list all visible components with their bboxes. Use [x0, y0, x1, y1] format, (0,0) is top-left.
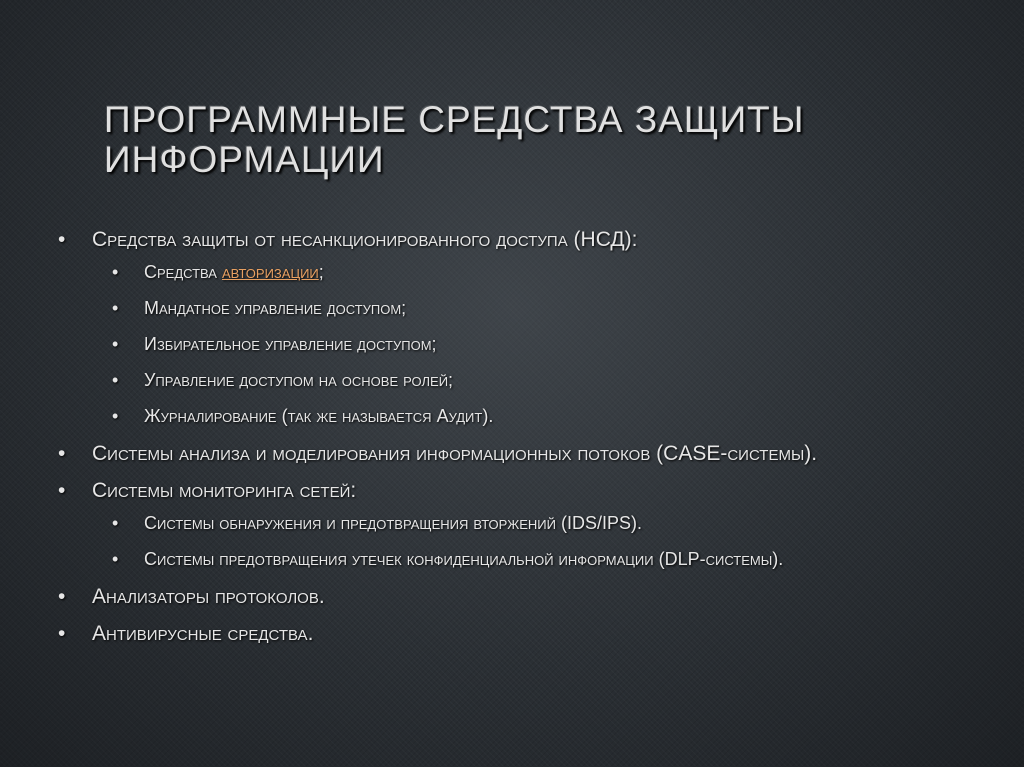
list-item-network-monitoring — [58, 477, 998, 571]
sub-item-audit — [92, 404, 998, 428]
authorization-link[interactable]: авторизации — [221, 262, 319, 282]
list-item-text: Системы мониторинга сетей: — [92, 479, 357, 502]
slide-title — [104, 100, 964, 180]
slide-content — [58, 226, 998, 657]
slide-title-line-2: ИНФОРМАЦИИ — [104, 139, 385, 180]
bullet-icon: • — [112, 298, 119, 318]
bullet-list — [58, 226, 998, 648]
list-item-antivirus — [58, 620, 998, 648]
bullet-icon: • — [112, 334, 119, 354]
bullet-icon: • — [58, 622, 66, 645]
bullet-icon: • — [112, 549, 119, 569]
bullet-icon: • — [58, 585, 66, 608]
sub-item-ids-ips — [92, 511, 998, 535]
sub-item-role-based-access — [92, 368, 998, 392]
bullet-icon: • — [58, 228, 66, 251]
bullet-icon: • — [112, 406, 119, 426]
sub-item-mandatory-access — [92, 296, 998, 320]
list-item-text: Системы анализа и моделирования информационных потоков (CASE-системы). — [92, 442, 818, 465]
sub-item-discretionary-access — [92, 332, 998, 356]
bullet-icon: • — [58, 442, 66, 465]
list-item-text: Антивирусные средства. — [92, 622, 314, 645]
list-item-protocol-analyzers — [58, 583, 998, 611]
sub-item-text: Избирательное управление доступом; — [144, 334, 437, 354]
sub-item-suffix: ; — [318, 262, 324, 282]
bullet-icon: • — [112, 370, 119, 390]
bullet-icon: • — [58, 479, 66, 502]
sub-item-authorization — [92, 260, 998, 284]
bullet-icon: • — [112, 262, 119, 282]
list-item-text: Анализаторы протоколов. — [92, 585, 325, 608]
list-item-nsd — [58, 226, 998, 428]
bullet-icon: • — [112, 513, 119, 533]
sub-item-text: Системы предотвращения утечек конфиденциальной информации (DLP-системы). — [144, 549, 784, 569]
sub-item-text: Журналирование (так же называется Аудит). — [144, 406, 494, 426]
sub-item-text: Мандатное управление доступом; — [144, 298, 407, 318]
list-item-case-systems — [58, 440, 998, 468]
sub-item-text: Системы обнаружения и предотвращения вторжений (IDS/IPS). — [144, 513, 642, 533]
sub-item-dlp — [92, 547, 998, 571]
sub-item-prefix: Средства — [144, 262, 222, 282]
sub-list — [92, 260, 998, 428]
list-item-text: Средства защиты от несанкционированного доступа (НСД): — [92, 228, 638, 251]
slide-title-line-1: ПРОГРАММНЫЕ СРЕДСТВА ЗАЩИТЫ — [104, 99, 805, 140]
sub-list — [92, 511, 998, 571]
sub-item-text: Управление доступом на основе ролей; — [144, 370, 454, 390]
